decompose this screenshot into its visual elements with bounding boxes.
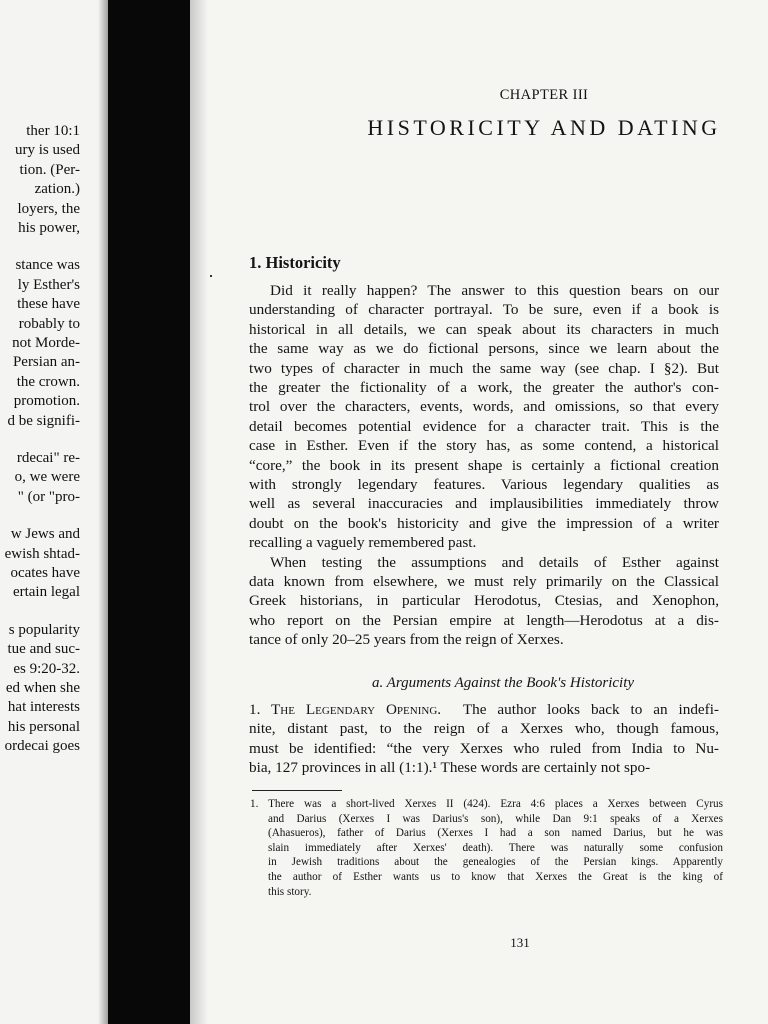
left-page-line: promotion.: [13, 393, 80, 410]
left-page-line: d be signifi-: [7, 412, 80, 429]
argument-line: [249, 700, 719, 719]
body-line: well as several inaccuracies and implausibilities immediately throw: [249, 495, 719, 513]
left-page-line: ertain legal: [12, 584, 80, 601]
body-line: When testing the assumptions and details of Esther against: [270, 553, 719, 571]
body-line: detail becomes potential evidence for a character trait. This is the: [249, 417, 719, 435]
left-page-line: ewish shtad-: [4, 545, 80, 562]
body-line: trol over the characters, events, words, and omissions, so that every: [249, 398, 719, 416]
left-page-line: his power,: [18, 220, 80, 236]
left-page-line: tion. (Per-: [19, 161, 80, 178]
left-page-line: ly Esther's: [17, 276, 80, 293]
left-page-fragment: [0, 0, 108, 1024]
body-line: who report on the Persian empire at length—Herodotus at a dis-: [249, 611, 719, 629]
footnote-line: (Ahasueros), father of Darius (Xerxes I had a son named Darius, but he was: [268, 827, 723, 840]
left-page-line: his personal: [7, 718, 80, 735]
left-page-line: Persian an-: [12, 354, 80, 371]
body-line: tance of only 20–25 years from the reign of Xerxes.: [249, 631, 564, 649]
page-curl-shadow: [190, 0, 208, 1024]
footnote-rule: [252, 790, 342, 791]
left-page-line: ocates have: [10, 565, 80, 581]
body-line: the greater the fictionality of a work, the greater the author's con-: [249, 379, 719, 396]
left-page-line: these have: [17, 296, 80, 313]
left-page-line: the crown.: [16, 373, 80, 390]
body-line: historical in all details, we can speak about its characters in much: [249, 320, 719, 338]
argument-line-text: The author looks back to an indefi-: [462, 701, 719, 718]
argument-line: must be identified: “the very Xerxes who ruled from India to Nu-: [249, 739, 719, 757]
body-line: Did it really happen? The answer to this question bears on our: [270, 282, 719, 299]
body-line: understanding of character portrayal. To be sure, even if a book is: [249, 301, 719, 319]
footnote-line: and Darius (Xerxes I was Darius's son), while Dan 9:1 speaks of a Xerxes: [268, 812, 723, 825]
left-page-line: " (or "pro-: [17, 488, 80, 505]
footnote-line: in Jewish traditions about the genealogies of the Persian kings. Apparently: [268, 856, 723, 869]
left-page-line: tue and suc-: [7, 641, 80, 658]
subsection-heading: a. Arguments Against the Book's Historicity: [371, 675, 635, 691]
right-page: [190, 0, 768, 1024]
left-page-line: zation.): [34, 181, 80, 198]
left-page-line: robably to: [18, 315, 80, 332]
body-line: two types of character in much the same way (see chap. I §2). But: [249, 359, 719, 377]
page-number: 131: [510, 935, 530, 950]
left-page-line: hat interests: [7, 699, 80, 716]
left-page-line: ordecai goes: [4, 738, 80, 755]
left-page-edge-shadow: [98, 0, 108, 1024]
footnote-line: this story.: [268, 885, 312, 898]
body-line: with strongly legendary features. Various legendary qualities as: [249, 476, 719, 493]
argument-label: 1. The Legendary Opening.: [249, 701, 442, 718]
left-page-line: es 9:20-32.: [13, 660, 80, 677]
footnote-line: the author of Esther wants us to know that Xerxes the Great is the king of: [268, 871, 723, 883]
footnote-line: 1. There was a short-lived Xerxes II (424). Ezra 4:6 places a Xerxes between Cyrus: [250, 798, 723, 810]
stray-mark: [210, 275, 212, 277]
body-line: data known from elsewhere, we must rely primarily on the Classical: [249, 573, 719, 590]
left-page-line: w Jews and: [10, 526, 80, 543]
argument-line: nite, distant past, to the reign of a Xerxes who, though famous,: [249, 720, 719, 738]
left-page-line: o, we were: [14, 469, 80, 486]
left-page-line: ury is used: [15, 142, 80, 159]
argument-line: bia, 127 provinces in all (1:1).¹ These words are certainly not spo-: [249, 759, 651, 777]
section-heading: 1. Historicity: [249, 253, 341, 272]
left-page-line: not Morde-: [12, 335, 80, 351]
chapter-title: HISTORICITY AND DATING: [367, 115, 721, 140]
left-page-line: ed when she: [5, 680, 80, 696]
left-page-text: [0, 0, 108, 1024]
book-gutter: [108, 0, 190, 1024]
left-page-line: rdecai" re-: [16, 450, 80, 466]
chapter-label: CHAPTER III: [499, 87, 589, 103]
body-line: case in Esther. Even if the story has, as some contend, a historical: [249, 437, 719, 455]
body-line: Greek historians, in particular Herodotus, Ctesias, and Xenophon,: [249, 592, 719, 610]
body-line: the same way as we do fictional persons, since we learn about the: [249, 340, 719, 358]
left-page-line: s popularity: [8, 621, 80, 638]
body-line: recalling a vaguely remembered past.: [249, 534, 477, 552]
body-line: doubt on the book's historicity and give the impression of a writer: [249, 514, 719, 532]
left-page-line: loyers, the: [17, 200, 80, 217]
footnote-line: slain immediately after Xerxes' death). There was naturally some confusion: [268, 841, 723, 854]
body-line: “core,” the book in its present shape is certainly a fictional creation: [249, 456, 719, 474]
left-page-line: ther 10:1: [26, 123, 80, 139]
left-page-line: stance was: [15, 257, 80, 274]
